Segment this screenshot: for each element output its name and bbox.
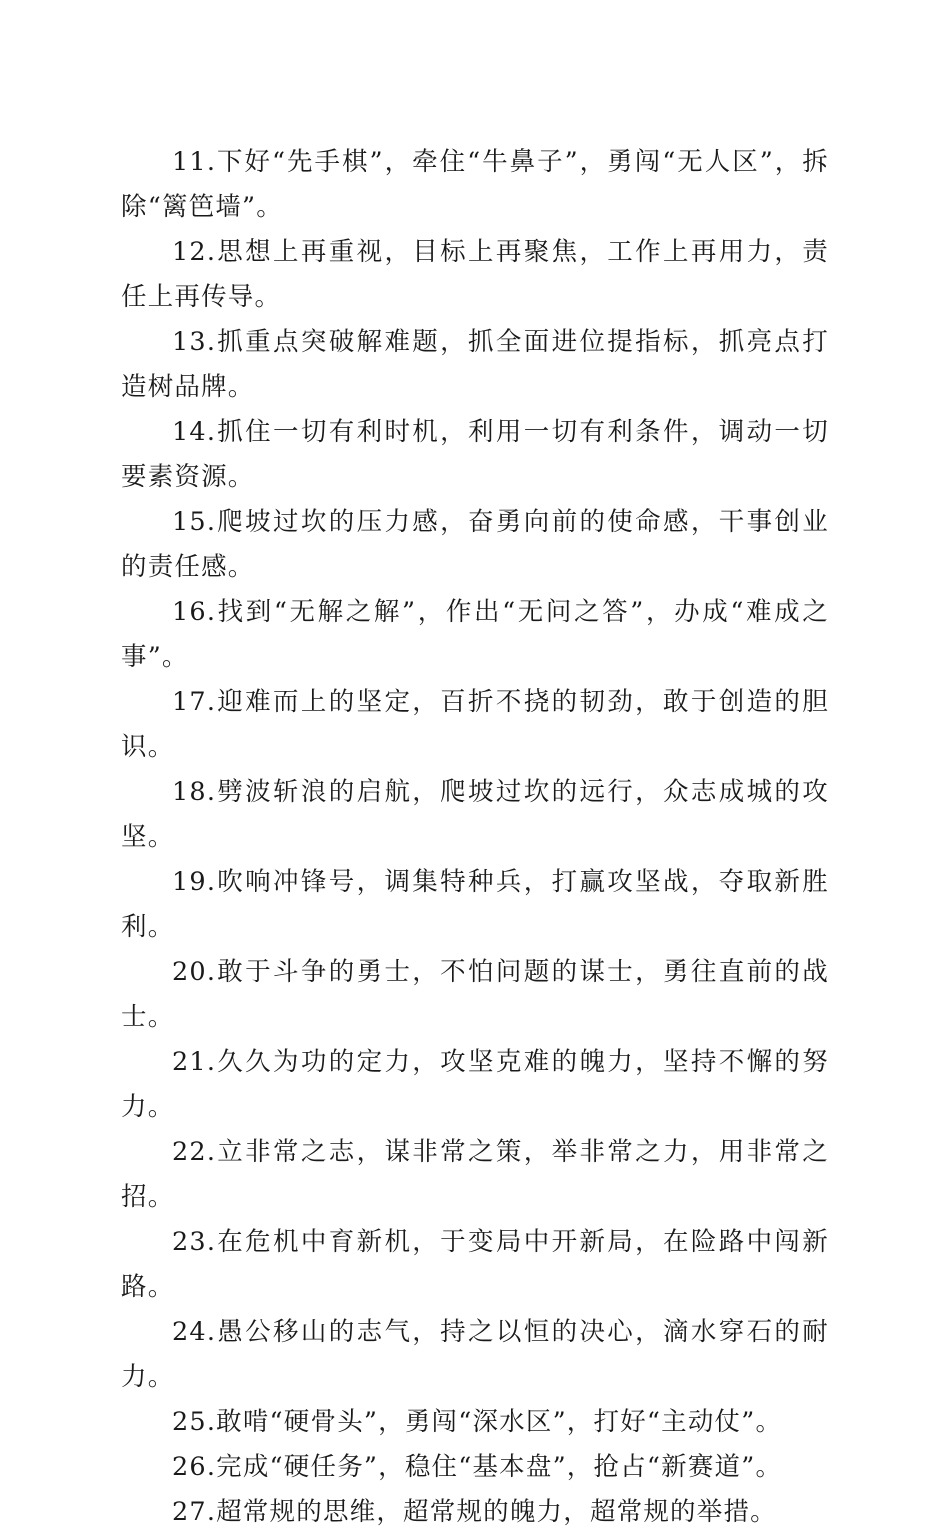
list-item-23: 23.在危机中育新机，于变局中开新局，在险路中闯新路。 <box>121 1227 829 1302</box>
list-item-16: 16.找到“无解之解”，作出“无问之答”，办成“难成之事”。 <box>121 597 829 672</box>
document-body <box>121 140 829 1535</box>
list-item-19: 19.吹响冲锋号，调集特种兵，打赢攻坚战，夺取新胜利。 <box>121 867 829 942</box>
list-item-18: 18.劈波斩浪的启航，爬坡过坎的远行，众志成城的攻坚。 <box>121 777 829 852</box>
list-item-11: 11.下好“先手棋”，牵住“牛鼻子”，勇闯“无人区”，拆除“篱笆墙”。 <box>121 147 829 222</box>
list-item-14: 14.抓住一切有利时机，利用一切有利条件，调动一切要素资源。 <box>121 417 829 492</box>
list-item-15: 15.爬坡过坎的压力感，奋勇向前的使命感，干事创业的责任感。 <box>121 507 829 582</box>
list-item-21: 21.久久为功的定力，攻坚克难的魄力，坚持不懈的努力。 <box>121 1047 829 1122</box>
list-item-24: 24.愚公移山的志气，持之以恒的决心，滴水穿石的耐力。 <box>121 1317 829 1392</box>
list-item-22: 22.立非常之志，谋非常之策，举非常之力，用非常之招。 <box>121 1137 829 1212</box>
list-item-20: 20.敢于斗争的勇士，不怕问题的谋士，勇往直前的战士。 <box>121 957 829 1032</box>
list-item-26: 26.完成“硬任务”，稳住“基本盘”，抢占“新赛道”。 <box>172 1452 783 1482</box>
list-item-17: 17.迎难而上的坚定，百折不挠的韧劲，敢于创造的胆识。 <box>121 687 829 762</box>
list-item-25: 25.敢啃“硬骨头”，勇闯“深水区”，打好“主动仗”。 <box>172 1407 783 1437</box>
list-item-27: 27.超常规的思维，超常规的魄力，超常规的举措。 <box>172 1497 777 1527</box>
list-item-13: 13.抓重点突破解难题，抓全面进位提指标，抓亮点打造树品牌。 <box>121 327 829 402</box>
list-item-12: 12.思想上再重视，目标上再聚焦，工作上再用力，责任上再传导。 <box>121 237 829 312</box>
